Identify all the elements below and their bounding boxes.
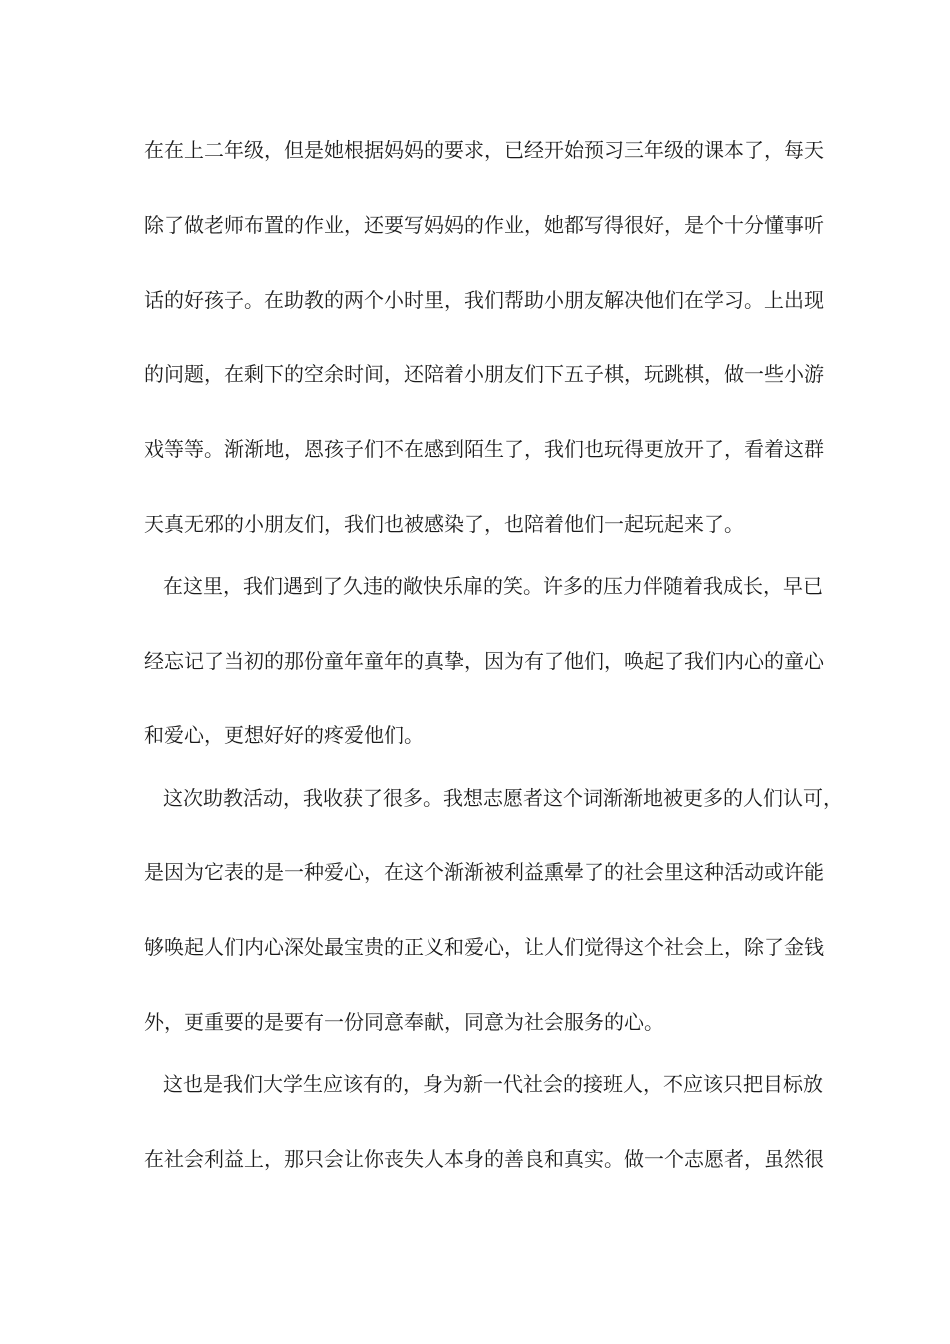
paragraph-line: 外，更重要的是要有一份同意奉献，同意为社会服务的心。	[144, 1010, 664, 1034]
paragraph-line: 戏等等。渐渐地，恩孩子们不在感到陌生了，我们也玩得更放开了，看着这群	[144, 437, 824, 461]
paragraph-line: 经忘记了当初的那份童年童年的真挚，因为有了他们，唤起了我们内心的童心	[144, 649, 824, 673]
paragraph-line: 够唤起人们内心深处最宝贵的正义和爱心，让人们觉得这个社会上，除了金钱	[144, 935, 824, 959]
paragraph-line: 这也是我们大学生应该有的，身为新一代社会的接班人，不应该只把目标放	[163, 1072, 823, 1096]
paragraph-line: 在这里，我们遇到了久违的敞快乐扉的笑。许多的压力伴随着我成长，早已	[163, 574, 823, 598]
paragraph-line: 除了做老师布置的作业，还要写妈妈的作业，她都写得很好，是个十分懂事听	[144, 213, 824, 237]
paragraph-line: 的问题，在剩下的空余时间，还陪着小朋友们下五子棋，玩跳棋，做一些小游	[144, 362, 824, 386]
paragraph-line: 和爱心，更想好好的疼爱他们。	[144, 723, 424, 747]
paragraph-line: 是因为它表的是一种爱心，在这个渐渐被利益熏晕了的社会里这种活动或许能	[144, 860, 824, 884]
paragraph-line: 在在上二年级，但是她根据妈妈的要求，已经开始预习三年级的课本了，每天	[144, 138, 824, 162]
paragraph-line: 天真无邪的小朋友们，我们也被感染了，也陪着他们一起玩起来了。	[144, 512, 744, 536]
paragraph-line: 这次助教活动，我收获了很多。我想志愿者这个词渐渐地被更多的人们认可，	[163, 786, 843, 810]
paragraph-line: 话的好孩子。在助教的两个小时里，我们帮助小朋友解决他们在学习。上出现	[144, 288, 824, 312]
paragraph-line: 在社会利益上，那只会让你丧失人本身的善良和真实。做一个志愿者，虽然很	[144, 1147, 824, 1171]
